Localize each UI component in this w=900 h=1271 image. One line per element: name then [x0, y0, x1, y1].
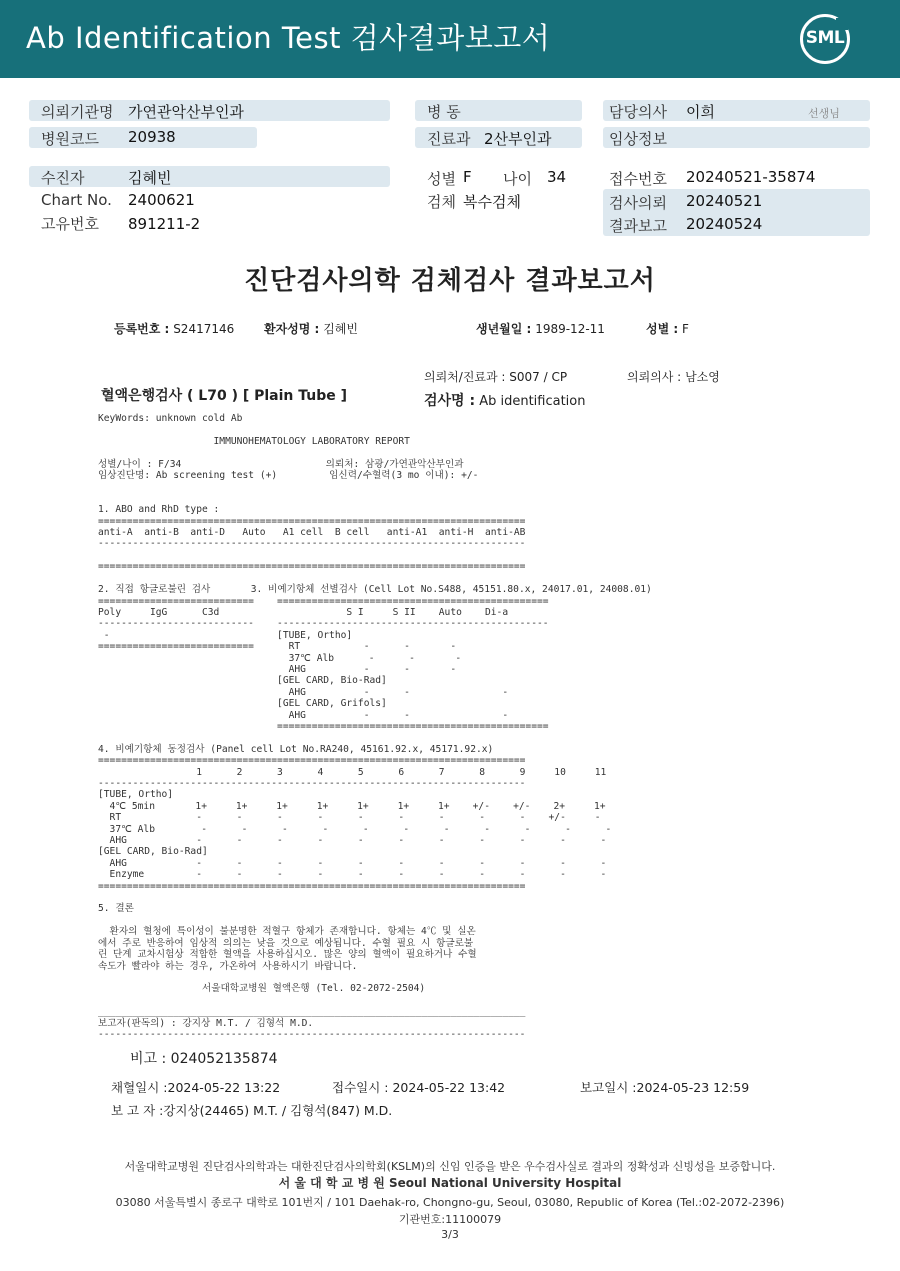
hospital-code-value: 20938 — [128, 128, 176, 146]
test-name-value: Ab identification — [479, 394, 586, 409]
hospital-address: 03080 서울특별시 종로구 대학로 101번지 / 101 Daehak-ro, Chongno-gu, Seoul, 03080, Republic of Korea (Tel.:02-2072-2396) — [115, 1196, 785, 1209]
request-value: 20240521 — [686, 192, 763, 210]
receipt-time-label: 접수일시 : — [332, 1080, 389, 1095]
age-value: 34 — [547, 168, 567, 186]
report-time-label: 보고일시 : — [580, 1080, 637, 1095]
referral — [424, 368, 567, 385]
reporter-label: 보 고 자 : — [111, 1103, 164, 1118]
lab-report-body: KeyWords: unknown cold Ab IMMUNOHEMATOLOGY LABORATORY REPORT 성별/나이 : F/34 의뢰처: 삼광/가연관악산부인과 임상진단명: Ab screening test (+) 임신력/수혈력(3 mo 이내): +/- 1. ABO and RhD type : ========================================================================== anti-A anti-B anti-D Auto A1 cell B cell anti-A1 anti-H anti-AB -------------------------------------------------------------------------- ========================================================================== 2. 직접 항글로불린 검사 3. 비예기항체 선별검사 (Cell Lot No.S488, 45151.80.x, 24017.01, 24008.01) =========================== =============================================== Poly IgG C3d S I S II Auto Di-a --------------------------- ----------------------------------------------- - [TUBE, Ortho] =========================== RT - - - 37℃ Alb - - - AHG - - - [GEL CARD, Bio-Rad] AHG - - - [GEL CARD, Grifols] AHG - - - =============================================== 4. 비예기항체 동정검사 (Panel cell Lot No.RA240, 45161.92.x, 45171.92.x) ========================================================================== 1 2 3 4 5 6 7 8 9 10 11 -------------------------------------------------------------------------- [TUBE, Ortho] 4℃ 5min 1+ 1+ 1+ 1+ 1+ 1+ 1+ +/- +/- 2+ 1+ RT - - - - - - - - - +/- - 37℃ Alb - - - - - - - - - - - AHG - - - - - - - - - - - [GEL CARD, Bio-Rad] AHG - - - - - - - - - - - Enzyme - - - - - - - - - - - ========================================================================== 5. 결론 환자의 혈청에 특이성이 불분명한 적혈구 항체가 존재합니다. 항체는 4℃ 및 실온 에서 주로 반응하여 임상적 의의는 낮을 것으로 예상됩니다. 수혈 필요 시 항글로불 린 단계 교차시험상 적합한 혈액을 사용하십시오. 많은 양의 혈액이 필요하거나 수혈 속도가 빨라야 하는 경우, 가온하여 사용하시기 바랍니다. 서울대학교병원 혈액은행 (Tel. 02-2072-2504) __________________________________________________________________________ 보고자(판독의) : 강지상 M.T. / 김형석 M.D. -------------------------------------------------------------------------- — [98, 413, 652, 1040]
collection-label: 채혈일시 : — [111, 1080, 168, 1095]
note — [130, 1048, 278, 1068]
hospital-name: 서 울 대 학 교 병 원 Seoul National University Hospital — [278, 1176, 622, 1190]
patient-name-value: 김혜빈 — [323, 322, 358, 336]
clinical-label: 임상정보 — [609, 130, 667, 148]
document-sex — [646, 320, 689, 337]
unique-number-value: 891211-2 — [128, 215, 201, 233]
referral-value: S007 / CP — [509, 370, 568, 384]
unique-number-label: 고유번호 — [41, 215, 99, 233]
ward-label: 병 동 — [427, 103, 461, 121]
patient-name-label: 환자성명 : — [264, 322, 320, 336]
report-title: Ab Identification Test 검사결과보고서 — [26, 21, 551, 55]
certification-statement: 서울대학교병원 진단검사의학과는 대한진단검사의학회(KSLM)의 신임 인증을 받은 우수검사실로 결과의 정확성과 신빙성을 보증합니다. — [124, 1160, 776, 1173]
dept-value: 2산부인과 — [484, 130, 552, 148]
request-label: 검사의뢰 — [609, 194, 667, 212]
report-time-value: 2024-05-23 12:59 — [636, 1080, 750, 1095]
receipt-value: 20240521-35874 — [686, 168, 816, 186]
test-name — [424, 390, 585, 410]
reporter-value: 강지상(24465) M.T. / 김형석(847) M.D. — [163, 1103, 393, 1118]
sex-value: F — [463, 168, 472, 186]
dob-label: 생년월일 : — [476, 322, 532, 336]
institution-label: 의뢰기관명 — [41, 103, 114, 121]
report-date-label: 결과보고 — [609, 217, 667, 235]
registration-number — [114, 320, 234, 337]
referring-doctor — [627, 368, 720, 385]
date-of-birth — [476, 320, 605, 337]
dept-label: 진료과 — [427, 130, 471, 148]
report-header — [0, 0, 900, 78]
doctor-value: 이희 — [686, 103, 715, 121]
patient-value: 김혜빈 — [128, 169, 172, 187]
age-label: 나이 — [503, 170, 532, 188]
note-label: 비고 : — [130, 1051, 167, 1067]
chart-label: Chart No. — [41, 191, 112, 209]
sml-logo — [800, 14, 850, 64]
receipt-label: 접수번호 — [609, 170, 667, 188]
doctor-suffix: 선생님 — [808, 107, 840, 120]
logo-text: SML — [805, 28, 845, 48]
institution-value: 가연관악산부인과 — [128, 103, 244, 121]
reporter — [111, 1101, 392, 1119]
referring-doctor-label: 의뢰의사 : — [627, 370, 682, 384]
referral-label: 의뢰처/진료과 : — [424, 370, 506, 384]
patient-name — [264, 320, 358, 337]
specimen-value: 복수검체 — [463, 193, 521, 211]
patient-label: 수진자 — [41, 169, 85, 187]
receipt-time-value: 2024-05-22 13:42 — [392, 1080, 506, 1095]
registration-label: 등록번호 : — [114, 322, 170, 336]
test-name-label: 검사명 : — [424, 393, 476, 409]
specimen-label: 검체 — [427, 193, 456, 211]
institution-number: 기관번호:11100079 — [398, 1213, 502, 1226]
referring-doctor-value: 남소영 — [685, 370, 720, 384]
receipt-time — [332, 1078, 505, 1096]
report-date-value: 20240524 — [686, 215, 763, 233]
dob-value: 1989-12-11 — [535, 322, 605, 336]
document-sex-value: F — [682, 322, 689, 336]
test-section-title: 혈액은행검사 ( L70 ) [ Plain Tube ] — [101, 388, 348, 404]
page-number: 3/3 — [441, 1228, 459, 1241]
chart-value: 2400621 — [128, 191, 195, 209]
note-value: 024052135874 — [170, 1051, 278, 1067]
report-time — [580, 1078, 749, 1096]
collection-time — [111, 1078, 280, 1096]
doctor-label: 담당의사 — [609, 103, 667, 121]
collection-value: 2024-05-22 13:22 — [167, 1080, 281, 1095]
document-sex-label: 성별 : — [646, 322, 679, 336]
registration-value: S2417146 — [173, 322, 235, 336]
document-title: 진단검사의학 검체검사 결과보고서 — [244, 266, 656, 296]
sex-label: 성별 — [427, 170, 456, 188]
hospital-code-label: 병원코드 — [41, 130, 99, 148]
